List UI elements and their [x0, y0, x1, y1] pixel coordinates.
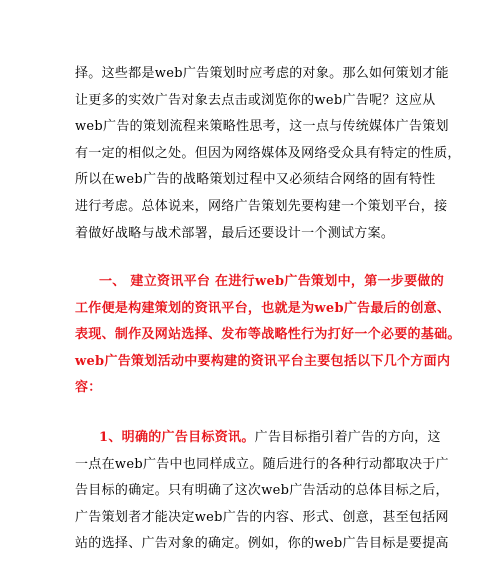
section-1-paragraph: [75, 269, 461, 402]
text-line: 择。这些都是web广告策划时应考虑的对象。那么如何策划才能: [75, 66, 449, 81]
text-line: 广告策划者才能决定web广告的内容、形式、创意，甚至包括网: [75, 509, 449, 525]
subsection-1-heading: 1、明确的广告目标资讯。: [99, 430, 255, 445]
text-line: 工作便是构建策划的资讯平台，也就是为web广告最后的创意、: [75, 300, 451, 316]
text-line: 着做好战略与战术部署，最后还要设计一个测试方案。: [75, 225, 395, 241]
text-line: 表现、制作及网站选择、发布等战略性行为打好一个必要的基础。: [75, 327, 461, 343]
intro-paragraph: [75, 61, 461, 247]
text-line: 有一定的相似之处。但因为网络媒体及网络受众具有特定的性质，: [75, 145, 461, 161]
text-line: 让更多的实效广告对象去点击或浏览你的web广告呢？这应从: [75, 92, 436, 108]
subsection-1-first-line-text: 广告目标指引着广告的方向，这: [254, 430, 441, 445]
text-line: 一点在web广告中也同样成立。随后进行的各种行动都取决于广: [75, 456, 449, 472]
text-line: 所以在web广告的战略策划过程中又必须结合网络的固有特性: [75, 172, 436, 188]
text-line: web广告策划活动中要构建的资讯平台主要包括以下几个方面内: [75, 353, 451, 369]
subsection-1-paragraph: [75, 425, 449, 558]
text-line: 告目标的确定。只有明确了这次web广告活动的总体目标之后，: [75, 483, 449, 499]
text-line: 站的选择、广告对象的确定。例如，你的web广告目标是要提高: [75, 536, 449, 552]
text-line: 进行考虑。总体说来，网络广告策划先要构建一个策划平台，接: [75, 198, 448, 214]
text-line: web广告的策划流程来策略性思考，这一点与传统媒体广告策划: [75, 119, 449, 135]
subsection-1-first-line: [75, 425, 441, 452]
section-1-heading-line: 一、 建立资讯平台 在进行web广告策划中，第一步要做的: [99, 274, 445, 289]
text-line: 容：: [75, 380, 102, 396]
